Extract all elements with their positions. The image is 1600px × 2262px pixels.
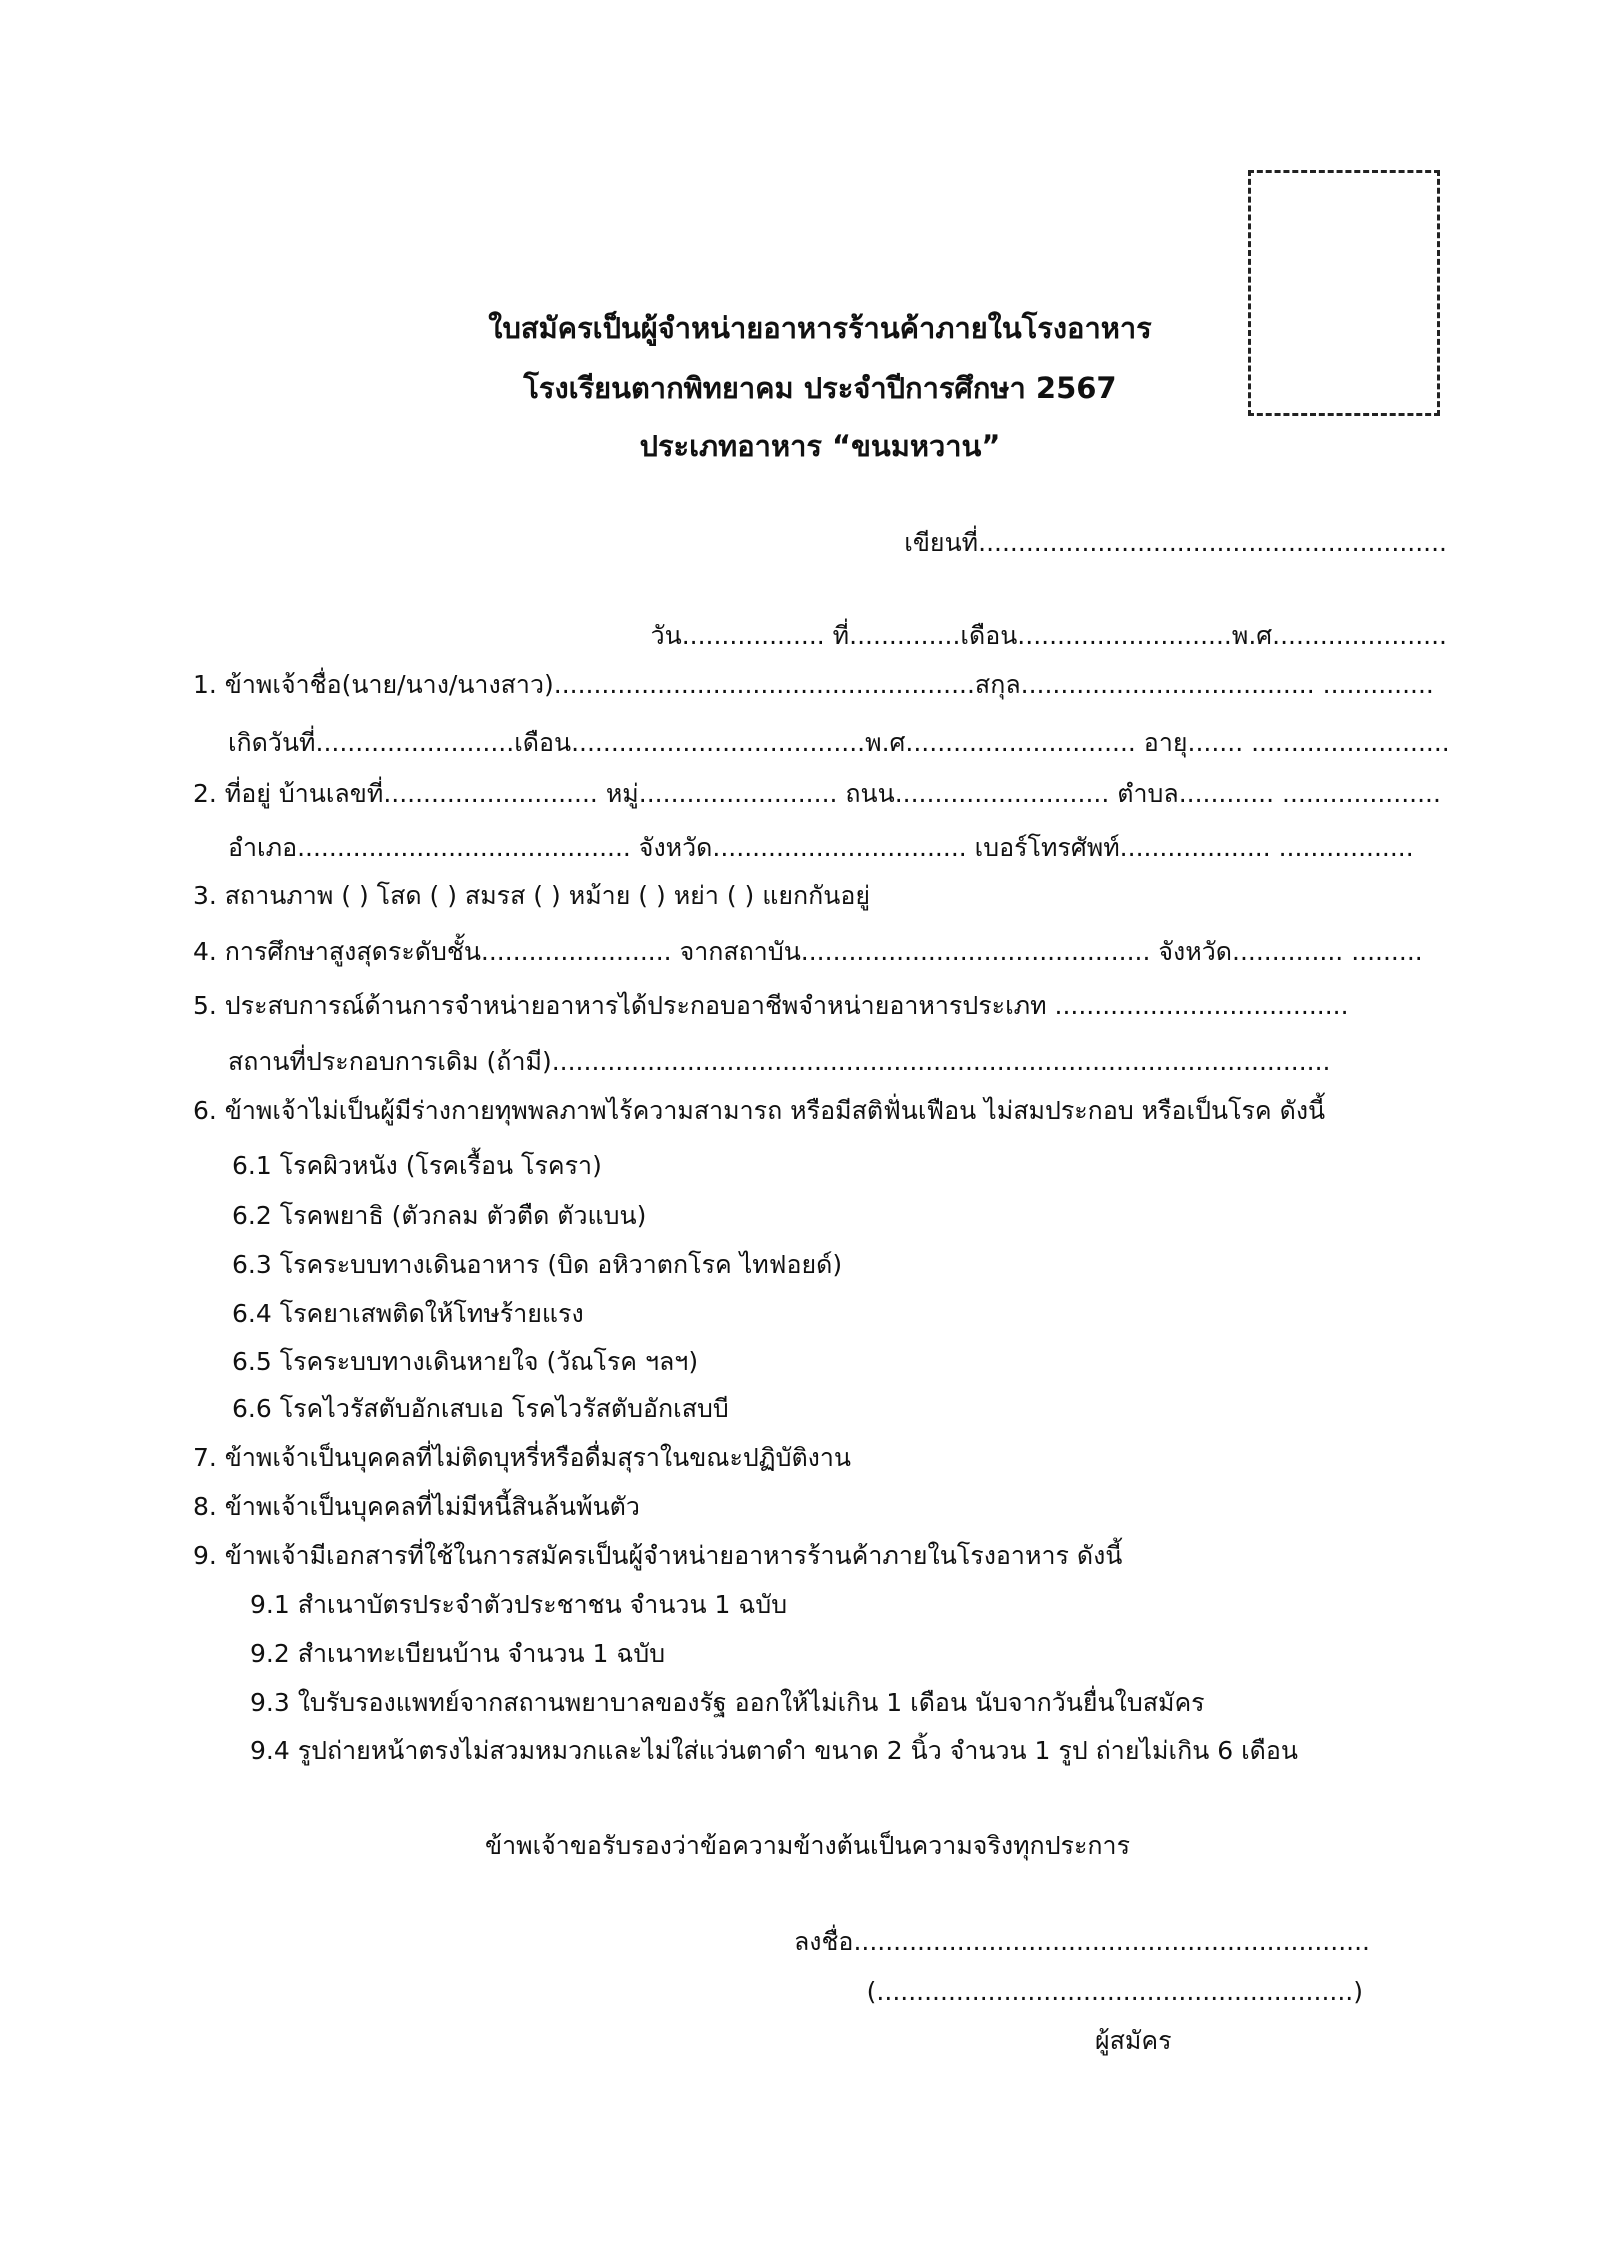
item-9-2: 9.2 สำเนาทะเบียนบ้าน จำนวน 1 ฉบับ [250, 1639, 666, 1668]
food-type-title: ประเภทอาหาร “ขนมหวาน” [639, 429, 1001, 463]
signatory-name-line: (............................................................) [866, 1977, 1363, 2006]
item-6-1: 6.1 โรคผิวหนัง (โรคเรื้อน โรครา) [232, 1151, 602, 1180]
item-2-address: 2. ที่อยู่ บ้านเลขที่........................... หมู่......................... ถนน........................... ตำบล............ .................... [193, 779, 1441, 808]
form-title: ใบสมัครเป็นผู้จำหน่ายอาหารร้านค้าภายในโรงอาหาร [488, 311, 1152, 345]
item-7: 7. ข้าพเจ้าเป็นบุคคลที่ไม่ติดบุหรี่หรือดื่มสุราในขณะปฏิบัติงาน [193, 1443, 852, 1472]
item-6-5: 6.5 โรคระบบทางเดินหายใจ (วัณโรค ฯลฯ) [232, 1347, 699, 1376]
item-6-3: 6.3 โรคระบบทางเดินอาหาร (บิด อหิวาตกโรค ไทฟอยด์) [232, 1250, 843, 1279]
item-5-experience: 5. ประสบการณ์ด้านการจำหน่ายอาหารได้ประกอบอาชีพจำหน่ายอาหารประเภท ..................................... [193, 991, 1349, 1020]
date-field: วัน.................. ที่..............เดือน...........................พ.ศ...................... [650, 621, 1447, 650]
item-1-birth: เกิดวันที่.........................เดือน.....................................พ.ศ............................. อายุ....... ......................... [228, 728, 1450, 757]
item-9-4: 9.4 รูปถ่ายหน้าตรงไม่สวมหมวกและไม่ใส่แว่นตาดำ ขนาด 2 นิ้ว จำนวน 1 รูป ถ่ายไม่เกิน 6 เดือน [250, 1736, 1298, 1765]
item-2-district: อำเภอ.......................................... จังหวัด................................ เบอร์โทรศัพท์................... ................. [228, 833, 1414, 862]
applicant-label: ผู้สมัคร [1095, 2026, 1172, 2055]
certification-statement: ข้าพเจ้าขอรับรองว่าข้อความข้างต้นเป็นความจริงทุกประการ [485, 1831, 1131, 1860]
item-9-3: 9.3 ใบรับรองแพทย์จากสถานพยาบาลของรัฐ ออกให้ไม่เกิน 1 เดือน นับจากวันยื่นใบสมัคร [250, 1688, 1205, 1717]
item-9: 9. ข้าพเจ้ามีเอกสารที่ใช้ในการสมัครเป็นผู้จำหน่ายอาหารร้านค้าภายในโรงอาหาร ดังนี้ [193, 1541, 1123, 1570]
written-at-field: เขียนที่........................................................... [904, 528, 1447, 557]
item-4-education: 4. การศึกษาสูงสุดระดับชั้น........................ จากสถาบัน............................................ จังหวัด.............. ......... [193, 937, 1423, 966]
item-6-4: 6.4 โรคยาเสพติดให้โทษร้ายแรง [232, 1299, 584, 1328]
item-5-previous-place: สถานที่ประกอบการเดิม (ถ้ามี).................................................................................................. [228, 1047, 1331, 1076]
item-1-name: 1. ข้าพเจ้าชื่อ(นาย/นาง/นางสาว).....................................................สกุล..................................... .............. [193, 670, 1434, 699]
item-9-1: 9.1 สำเนาบัตรประจำตัวประชาชน จำนวน 1 ฉบับ [250, 1590, 788, 1619]
item-6-health: 6. ข้าพเจ้าไม่เป็นผู้มีร่างกายทุพพลภาพไร้ความสามารถ หรือมีสติฟั่นเฟือน ไม่สมประกอบ หรือเป็นโรค ดังนี้ [193, 1096, 1326, 1125]
item-3-status: 3. สถานภาพ ( ) โสด ( ) สมรส ( ) หม้าย ( ) หย่า ( ) แยกกันอยู่ [193, 881, 871, 910]
item-6-2: 6.2 โรคพยาธิ (ตัวกลม ตัวตืด ตัวแบน) [232, 1201, 647, 1230]
item-6-6: 6.6 โรคไวรัสตับอักเสบเอ โรคไวรัสตับอักเสบบี [232, 1394, 729, 1423]
item-8: 8. ข้าพเจ้าเป็นบุคคลที่ไม่มีหนี้สินล้นพ้นตัว [193, 1492, 640, 1521]
school-year-title: โรงเรียนตากพิทยาคม ประจำปีการศึกษา 2567 [523, 371, 1117, 405]
signature-line: ลงชื่อ................................................................. [793, 1927, 1370, 1956]
